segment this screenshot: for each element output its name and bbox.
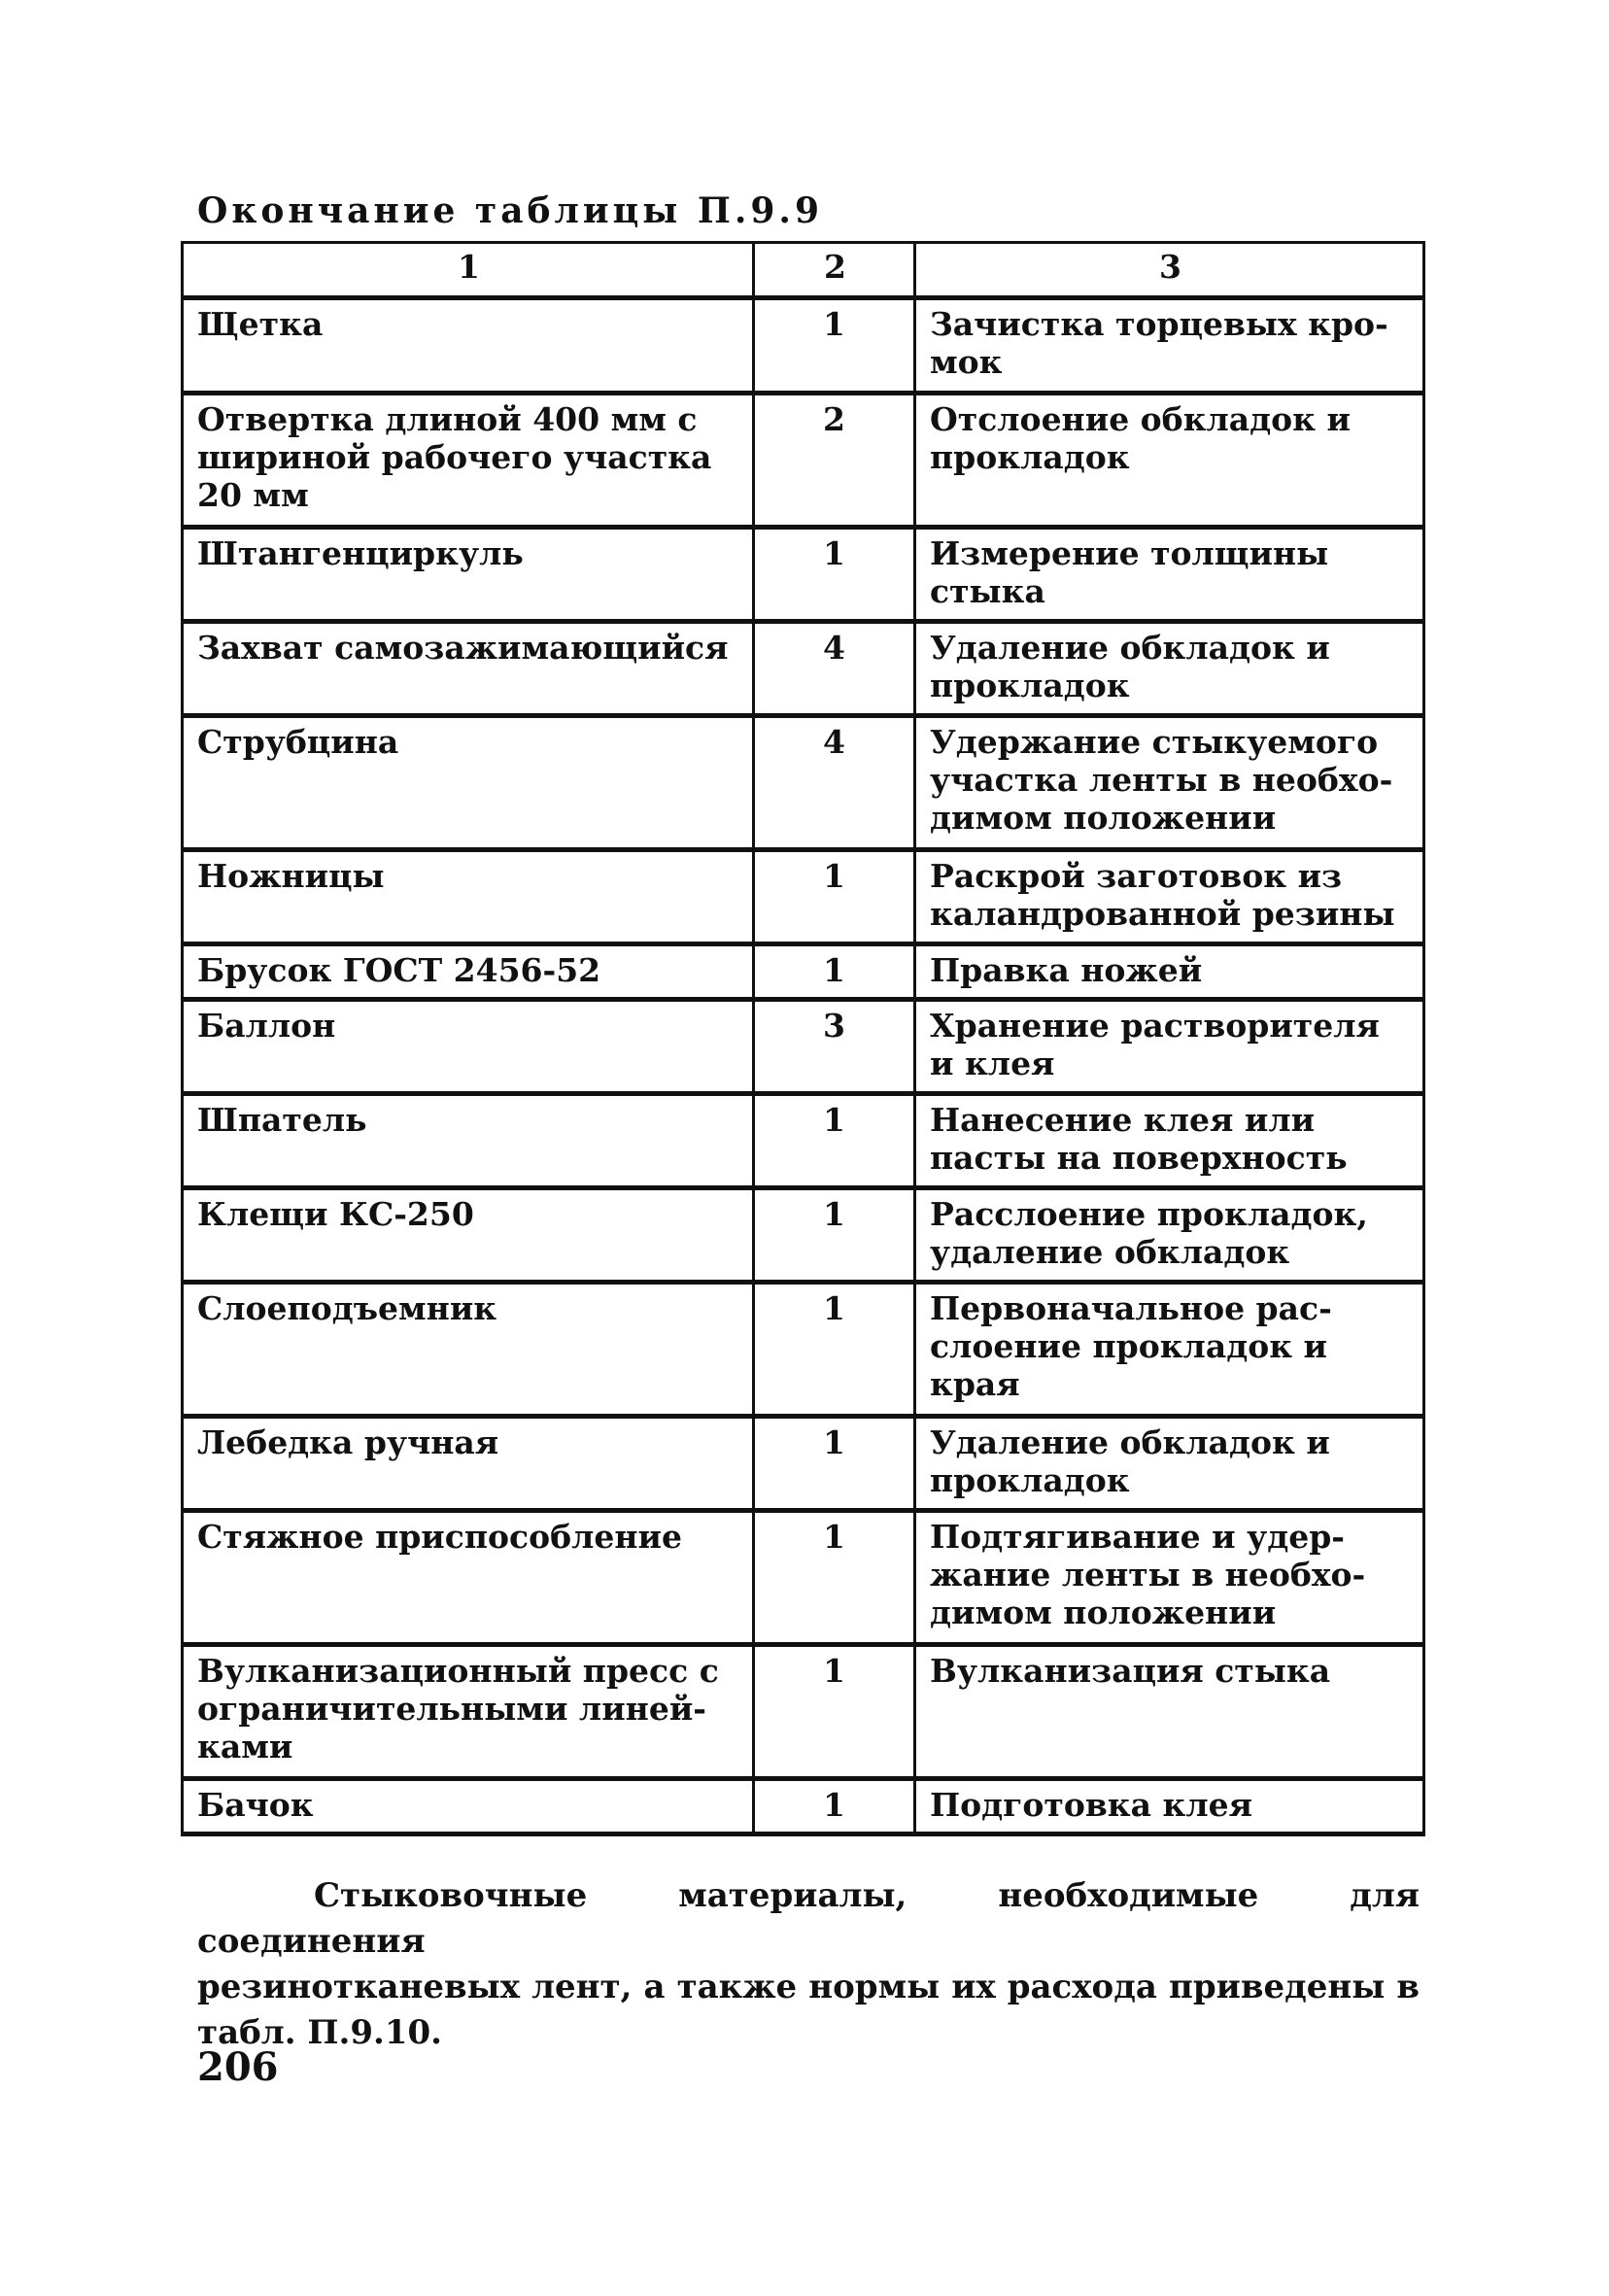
purpose-cell: Подготовка клея xyxy=(915,1779,1424,1834)
tool-name-cell: Клещи КС-250 xyxy=(183,1188,754,1283)
tool-name-cell: Отвертка длиной 400 мм с шириной рабочего участка 20 мм xyxy=(183,394,754,528)
table-row xyxy=(183,1094,1424,1188)
purpose-cell: Первоначальное рас- слоение прокладок и края xyxy=(915,1283,1424,1417)
quantity-cell: 1 xyxy=(754,850,915,944)
purpose-cell: Отслоение обкладок и прокладок xyxy=(915,394,1424,528)
table-row xyxy=(183,1283,1424,1417)
tool-name-cell: Ножницы xyxy=(183,850,754,944)
paragraph-line-1: Стыковочные материалы, необходимые для соединения xyxy=(197,1876,1420,1961)
tool-name-cell: Бачок xyxy=(183,1779,754,1834)
quantity-cell: 1 xyxy=(754,298,915,394)
quantity-cell: 1 xyxy=(754,1094,915,1188)
quantity-cell: 1 xyxy=(754,1779,915,1834)
quantity-cell: 1 xyxy=(754,1417,915,1511)
quantity-cell: 4 xyxy=(754,716,915,850)
table-row xyxy=(183,716,1424,850)
column-header-2: 2 xyxy=(754,243,915,298)
quantity-cell: 1 xyxy=(754,1511,915,1645)
quantity-cell: 4 xyxy=(754,622,915,716)
table-row xyxy=(183,394,1424,528)
quantity-cell: 1 xyxy=(754,528,915,622)
tool-name-cell: Баллон xyxy=(183,1000,754,1094)
tool-name-cell: Слоеподъемник xyxy=(183,1283,754,1417)
purpose-cell: Зачистка торцевых кро- мок xyxy=(915,298,1424,394)
table-row xyxy=(183,1779,1424,1834)
purpose-cell: Подтягивание и удер- жание ленты в необхо- димом положении xyxy=(915,1511,1424,1645)
tool-name-cell: Струбцина xyxy=(183,716,754,850)
table-row xyxy=(183,1000,1424,1094)
tool-name-cell: Шпатель xyxy=(183,1094,754,1188)
tool-name-cell: Стяжное приспособление xyxy=(183,1511,754,1645)
tool-name-cell: Щетка xyxy=(183,298,754,394)
tools-table xyxy=(181,241,1425,1836)
quantity-cell: 1 xyxy=(754,1645,915,1779)
tool-name-cell: Захват самозажимающийся xyxy=(183,622,754,716)
purpose-cell: Правка ножей xyxy=(915,944,1424,1000)
purpose-cell: Раскрой заготовок из каландрованной резины xyxy=(915,850,1424,944)
tool-name-cell: Лебедка ручная xyxy=(183,1417,754,1511)
tool-name-cell: Штангенциркуль xyxy=(183,528,754,622)
table-row xyxy=(183,1511,1424,1645)
table-row xyxy=(183,622,1424,716)
page-number: 206 xyxy=(197,2044,279,2090)
paragraph-line-rest: резинотканевых лент, а также нормы их расхода приведены в табл. П.9.10. xyxy=(197,1968,1420,2052)
quantity-cell: 2 xyxy=(754,394,915,528)
body-paragraph xyxy=(197,1873,1420,2056)
column-header-3: 3 xyxy=(915,243,1424,298)
purpose-cell: Хранение растворителя и клея xyxy=(915,1000,1424,1094)
table-caption: Окончание таблицы П.9.9 xyxy=(197,190,823,231)
table-row xyxy=(183,1417,1424,1511)
purpose-cell: Нанесение клея или пасты на поверхность xyxy=(915,1094,1424,1188)
purpose-cell: Измерение толщины стыка xyxy=(915,528,1424,622)
table-row xyxy=(183,1188,1424,1283)
quantity-cell: 1 xyxy=(754,1188,915,1283)
tool-name-cell: Вулканизационный пресс с ограничительными линей- ками xyxy=(183,1645,754,1779)
table-row xyxy=(183,944,1424,1000)
table-row xyxy=(183,298,1424,394)
tool-name-cell: Брусок ГОСТ 2456-52 xyxy=(183,944,754,1000)
table-row xyxy=(183,850,1424,944)
purpose-cell: Расслоение прокладок, удаление обкладок xyxy=(915,1188,1424,1283)
column-header-1: 1 xyxy=(183,243,754,298)
purpose-cell: Вулканизация стыка xyxy=(915,1645,1424,1779)
table-header-row xyxy=(183,243,1424,298)
quantity-cell: 1 xyxy=(754,944,915,1000)
purpose-cell: Удержание стыкуемого участка ленты в необхо- димом положении xyxy=(915,716,1424,850)
quantity-cell: 1 xyxy=(754,1283,915,1417)
purpose-cell: Удаление обкладок и прокладок xyxy=(915,1417,1424,1511)
table-row xyxy=(183,528,1424,622)
table-row xyxy=(183,1645,1424,1779)
purpose-cell: Удаление обкладок и прокладок xyxy=(915,622,1424,716)
quantity-cell: 3 xyxy=(754,1000,915,1094)
